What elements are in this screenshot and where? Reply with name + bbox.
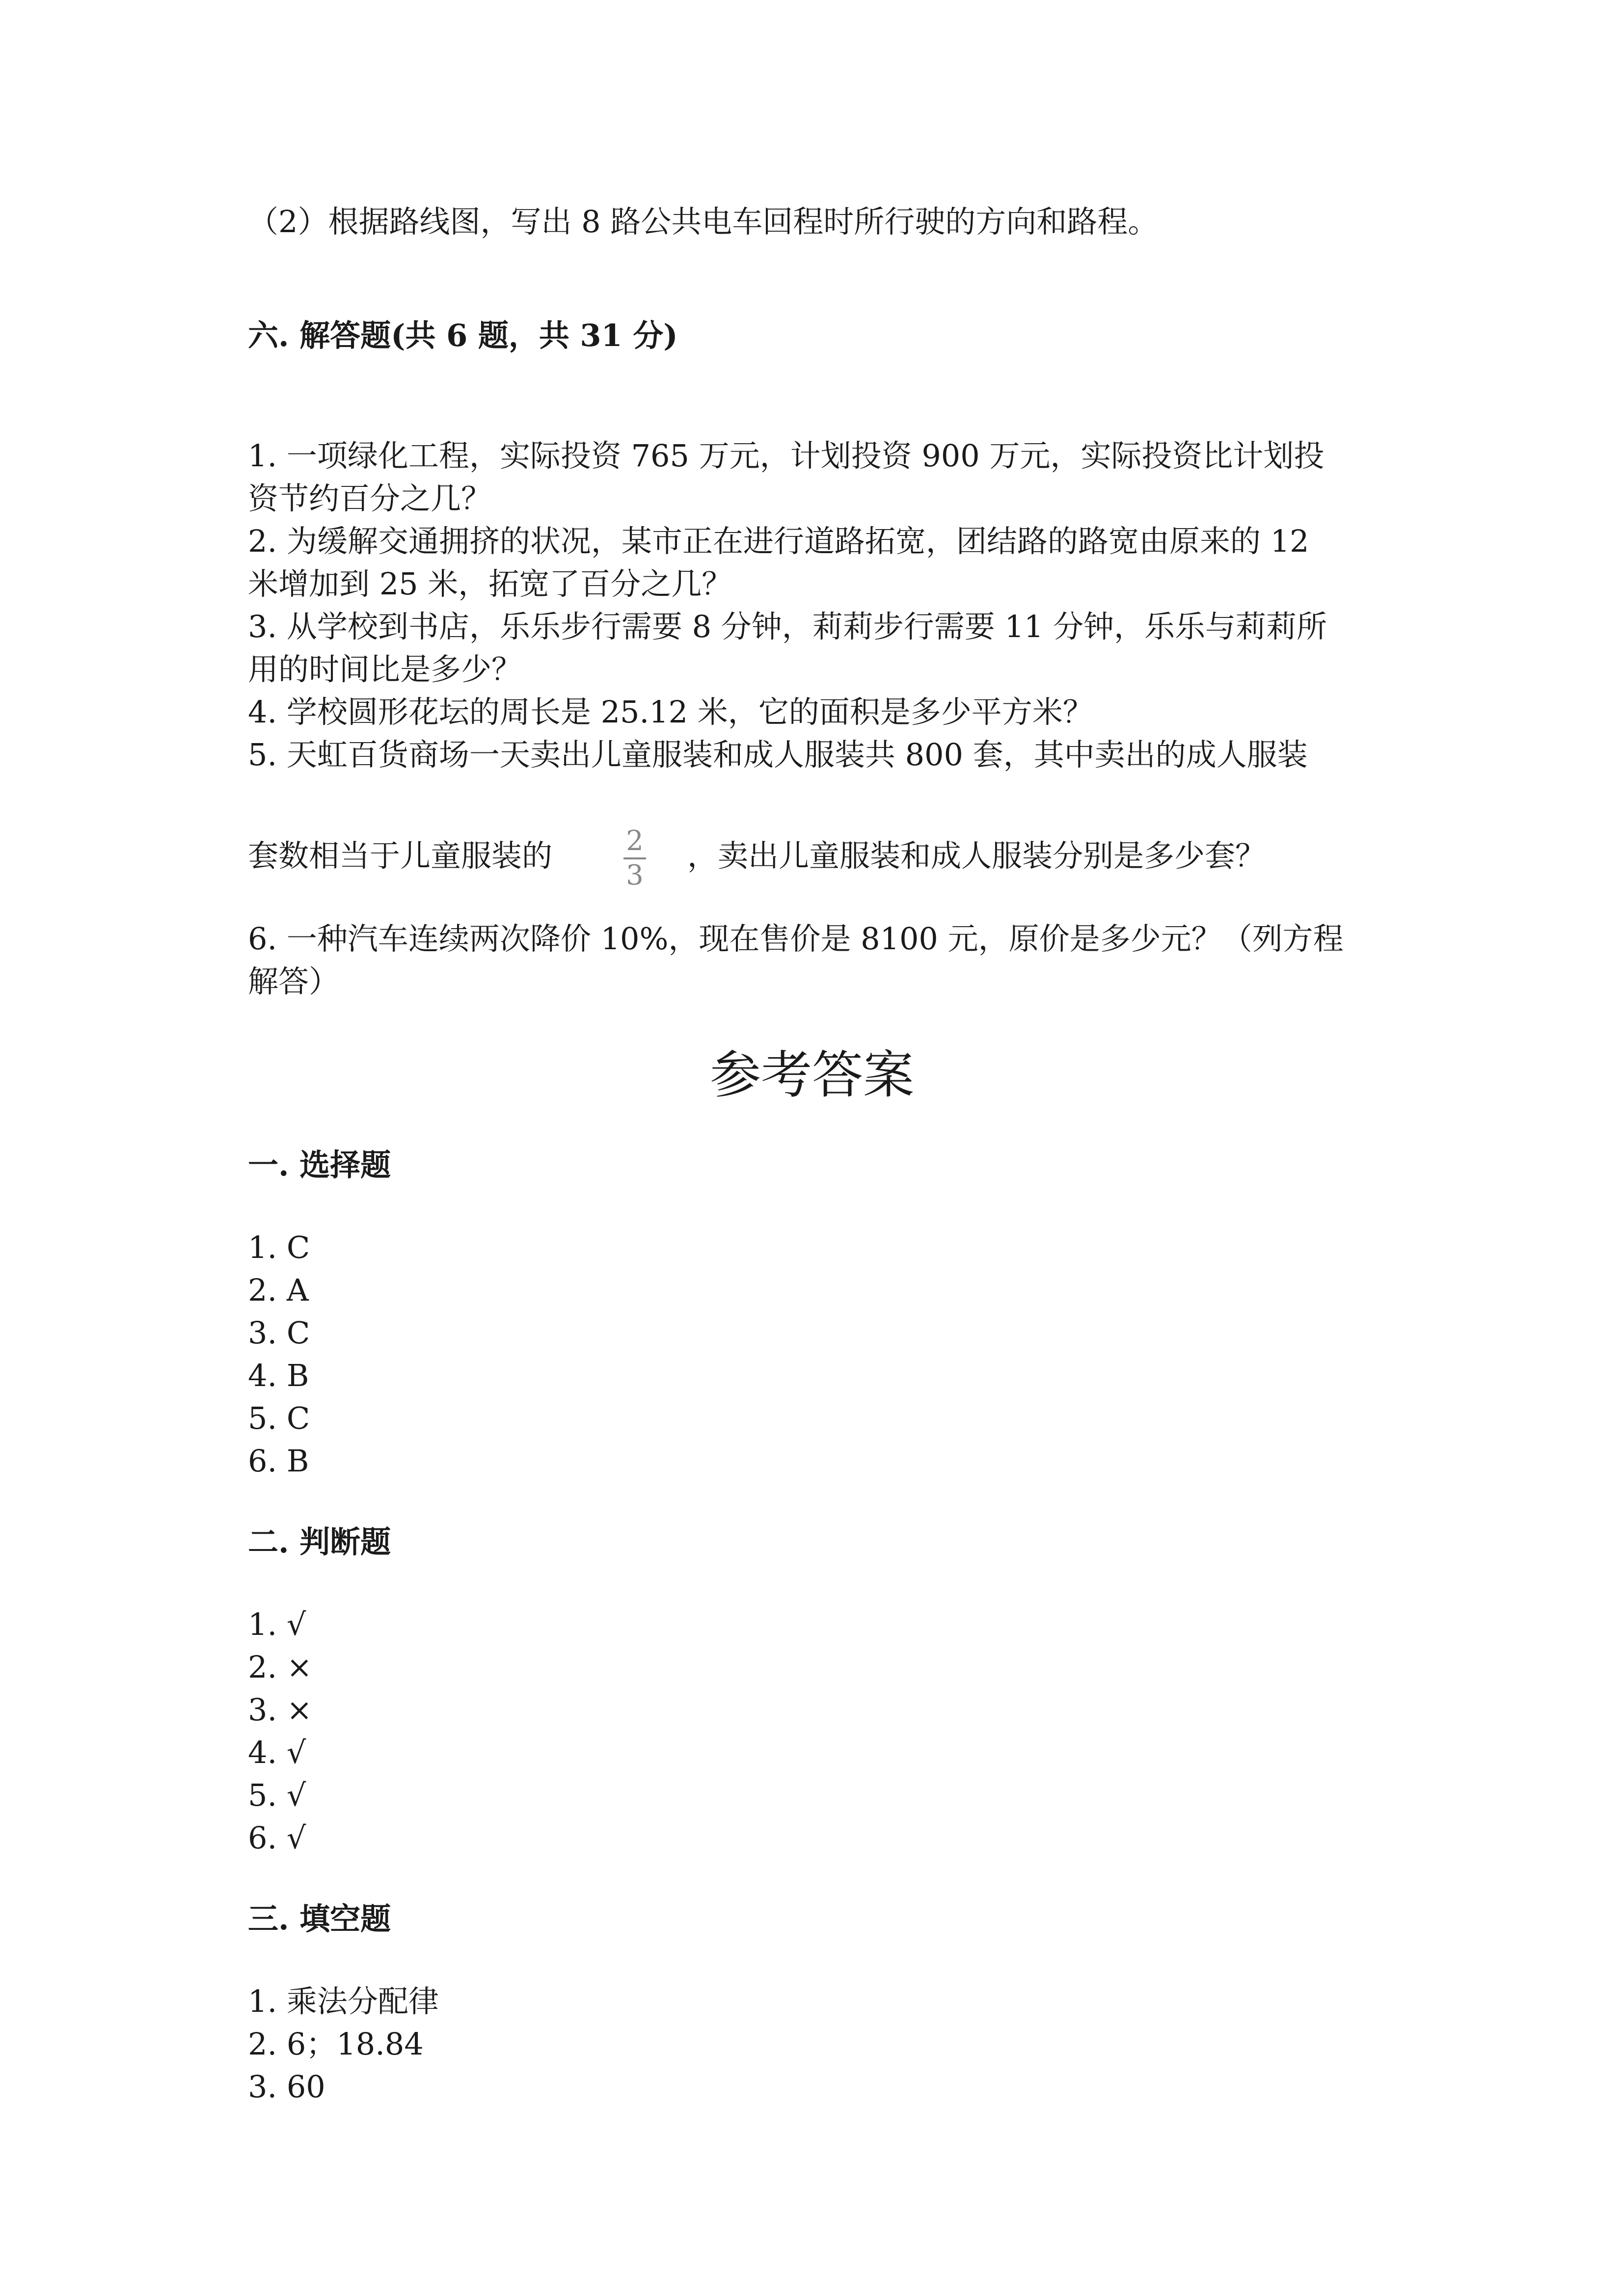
judge-answer-3: 3. ×: [248, 1692, 312, 1728]
judge-answer-1: 1. √: [248, 1606, 306, 1642]
q1-line-2: 资节约百分之几？: [248, 481, 492, 516]
q3-line-2: 用的时间比是多少？: [248, 651, 522, 687]
q5-text-before-fraction: 套数相当于儿童服装的: [248, 838, 553, 874]
choice-answer-5: 5. C: [248, 1400, 310, 1436]
fill-answer-3: 3. 60: [248, 2069, 325, 2105]
q2-line-2: 米增加到 25 米，拓宽了百分之几？: [248, 566, 732, 602]
section-6-heading: 六. 解答题(共 6 题，共 31 分): [248, 318, 678, 353]
choice-answer-3: 3. C: [248, 1315, 310, 1351]
judge-answer-6: 6. √: [248, 1820, 306, 1856]
q6-line-1: 6. 一种汽车连续两次降价 10%，现在售价是 8100 元，原价是多少元？（列方程: [248, 921, 1344, 957]
choice-section-heading: 一. 选择题: [248, 1147, 391, 1183]
q1-line-1: 1. 一项绿化工程，实际投资 765 万元，计划投资 900 万元，实际投资比计划投: [248, 438, 1325, 474]
q6-line-2: 解答）: [248, 963, 340, 999]
choice-answer-4: 4. B: [248, 1358, 309, 1393]
fill-answer-2: 2. 6；18.84: [248, 2026, 424, 2062]
judge-answer-5: 5. √: [248, 1777, 306, 1813]
judge-section-heading: 二. 判断题: [248, 1524, 391, 1560]
fraction-denominator: 3: [626, 859, 644, 891]
q5-text-after-fraction: ，卖出儿童服装和成人服装分别是多少套？: [687, 838, 1266, 874]
fraction-numerator: 2: [626, 825, 644, 857]
judge-answer-4: 4. √: [248, 1735, 306, 1770]
question-part-2: （2）根据路线图，写出 8 路公共电车回程时所行驶的方向和路程。: [248, 204, 1159, 240]
q4-line: 4. 学校圆形花坛的周长是 25.12 米，它的面积是多少平方米？: [248, 694, 1093, 730]
fraction-two-thirds: [623, 827, 647, 890]
choice-answer-2: 2. A: [248, 1272, 309, 1308]
answer-key-title: 参考答案: [709, 1045, 914, 1105]
fill-answer-1: 1. 乘法分配律: [248, 1983, 439, 2019]
q5-line-1: 5. 天虹百货商场一天卖出儿童服装和成人服装共 800 套，其中卖出的成人服装: [248, 737, 1308, 773]
q3-line-1: 3. 从学校到书店，乐乐步行需要 8 分钟，莉莉步行需要 11 分钟，乐乐与莉莉所: [248, 609, 1327, 644]
judge-answer-2: 2. ×: [248, 1649, 312, 1685]
choice-answer-6: 6. B: [248, 1443, 309, 1479]
fill-section-heading: 三. 填空题: [248, 1901, 391, 1937]
choice-answer-1: 1. C: [248, 1229, 310, 1265]
q2-line-1: 2. 为缓解交通拥挤的状况，某市正在进行道路拓宽，团结路的路宽由原来的 12: [248, 523, 1309, 559]
